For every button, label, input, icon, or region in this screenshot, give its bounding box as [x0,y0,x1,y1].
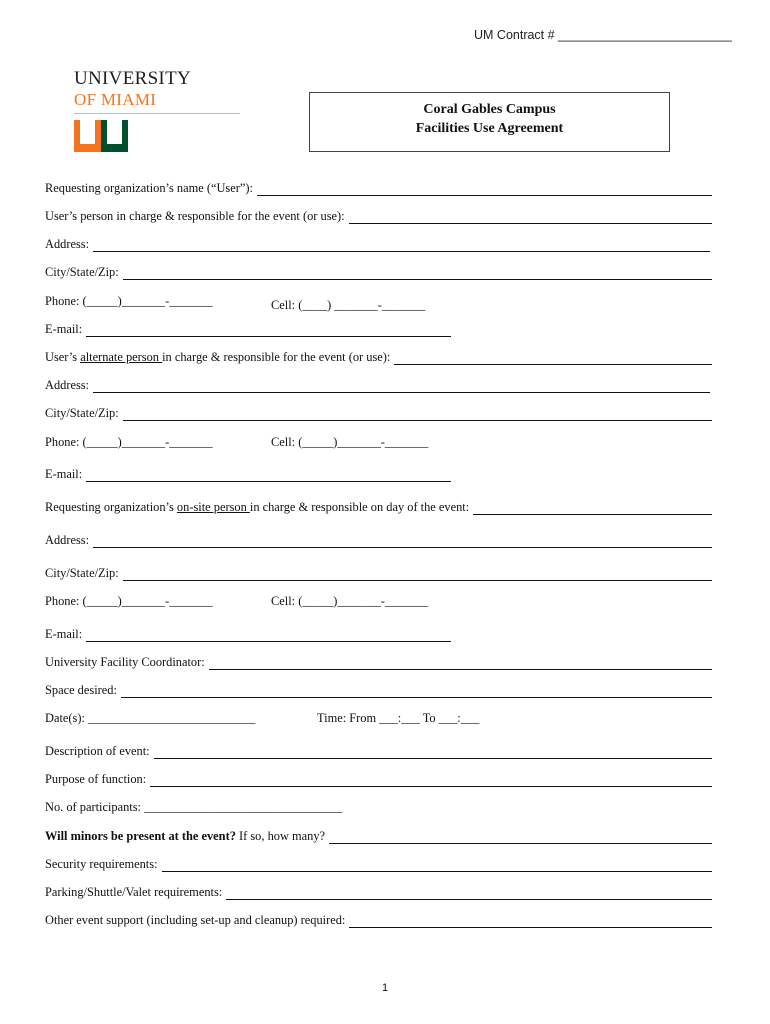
minors-input-line[interactable] [329,830,712,844]
phone-field-3[interactable]: Phone: (_____)_______-_______ [45,594,213,608]
logo-text-of-miami: OF MIAMI [74,90,157,109]
purpose-field [45,771,712,787]
city-state-zip-field-1 [45,264,712,280]
city-state-zip-label: City/State/Zip: [45,406,119,420]
address-input-line[interactable] [93,534,712,548]
address-input-line[interactable] [93,238,710,252]
time-field[interactable]: Time: From ___:___ To ___:___ [317,711,480,725]
security-field [45,856,712,872]
address-input-line[interactable] [93,379,710,393]
facility-coordinator-label: University Facility Coordinator: [45,655,205,669]
page-number: 1 [381,982,389,994]
parking-field [45,884,712,900]
person-in-charge-field [45,208,712,224]
address-label: Address: [45,533,90,547]
email-field-2 [45,466,451,482]
onsite-person-input-line[interactable] [473,501,712,515]
parking-label: Parking/Shuttle/Valet requirements: [45,885,223,899]
space-desired-field [45,682,712,698]
org-name-label: Requesting organization’s name (“User”): [45,181,253,195]
address-label: Address: [45,237,90,251]
email-input-line[interactable] [86,468,451,482]
space-desired-input-line[interactable] [121,684,712,698]
city-state-zip-label: City/State/Zip: [45,566,119,580]
org-name-input-line[interactable] [257,182,712,196]
u-logo-icon [74,120,128,152]
address-label: Address: [45,378,90,392]
email-label: E-mail: [45,322,83,336]
title-agreement: Facilities Use Agreement [415,121,564,136]
agreement-title-box [309,92,670,152]
purpose-label: Purpose of function: [45,772,147,786]
city-state-zip-input-line[interactable] [123,266,712,280]
alternate-person-field [45,349,712,365]
parking-input-line[interactable] [226,886,712,900]
security-input-line[interactable] [162,858,712,872]
person-in-charge-input-line[interactable] [349,210,712,224]
cell-field-3[interactable]: Cell: (_____)_______-_______ [271,594,429,608]
cell-field-1[interactable]: Cell: (____) _______-_______ [271,298,426,312]
dates-field[interactable]: Date(s): ___________________________ [45,711,256,725]
logo-rule [74,113,240,114]
onsite-person-label: Requesting organization’s on-site person in charge & responsible on day of the event: [45,500,470,514]
city-state-zip-label: City/State/Zip: [45,265,119,279]
person-in-charge-label: User’s person in charge & responsible for the event (or use): [45,209,345,223]
description-input-line[interactable] [154,745,712,759]
contract-number: UM Contract # _________________________ [474,28,732,42]
purpose-input-line[interactable] [150,773,712,787]
other-support-input-line[interactable] [349,914,712,928]
minors-field [45,828,712,844]
email-label: E-mail: [45,467,83,481]
space-desired-label: Space desired: [45,683,117,697]
cell-field-2[interactable]: Cell: (_____)_______-_______ [271,435,429,449]
other-support-field [45,912,712,928]
title-campus: Coral Gables Campus [423,102,556,117]
logo-text-university: UNIVERSITY [74,68,191,89]
city-state-zip-input-line[interactable] [123,567,712,581]
phone-field-1[interactable]: Phone: (_____)_______-_______ [45,294,213,308]
org-name-field [45,180,712,196]
description-field [45,743,712,759]
description-label: Description of event: [45,744,150,758]
minors-label: Will minors be present at the event? If so, how many? [45,829,326,843]
email-field-3 [45,626,451,642]
email-label: E-mail: [45,627,83,641]
phone-field-2[interactable]: Phone: (_____)_______-_______ [45,435,213,449]
participants-field[interactable]: No. of participants: ________________________________ [45,800,343,814]
email-input-line[interactable] [86,628,451,642]
other-support-label: Other event support (including set-up and cleanup) required: [45,913,346,927]
onsite-person-field [45,499,712,515]
city-state-zip-field-3 [45,565,712,581]
facility-coordinator-input-line[interactable] [209,656,712,670]
alternate-person-input-line[interactable] [394,351,712,365]
address-field-1 [45,236,710,252]
email-field-1 [45,321,451,337]
security-label: Security requirements: [45,857,158,871]
address-field-2 [45,377,710,393]
university-logo [74,68,244,158]
facility-coordinator-field [45,654,712,670]
email-input-line[interactable] [86,323,451,337]
city-state-zip-field-2 [45,405,712,421]
address-field-3 [45,532,712,548]
alternate-person-label: User’s alternate person in charge & responsible for the event (or use): [45,350,391,364]
city-state-zip-input-line[interactable] [123,407,712,421]
